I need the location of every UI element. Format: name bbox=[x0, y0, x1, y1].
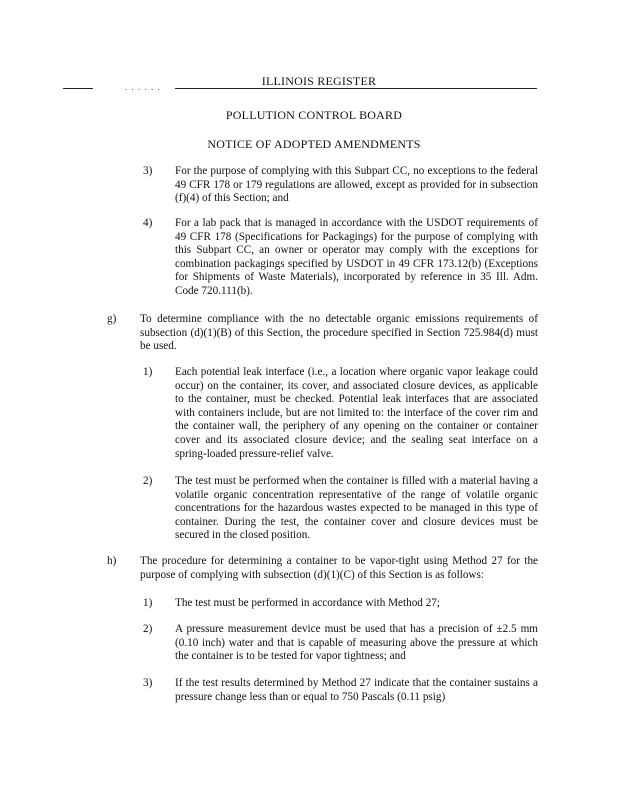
item-text: Each potential leak interface (i.e., a location where organic vapor leakage could occur) on the container, its cover, and associated closure devices, as applicable to the container, must be checked. Potential leak interfaces that are associated with containers include, but are not limited to: the interface of the cover rim and the container wall, the periphery of any opening on the container or container cover and its associated closure device; and the sealing seat interface on a spring-loaded pressure-relief valve. bbox=[175, 366, 538, 460]
item-text: For a lab pack that is managed in accordance with the USDOT requirements of 49 CFR 178 (Specifications for Packagings) for the purpose of complying with this Subpart CC, an owner or operator may comply with the exceptions for combination packagings specified by USDOT in 49 CFR 173.12(b) (Exceptions for Shipments of Waste Materials), incorporated by reference in 35 Ill. Adm. Code 720.111(b). bbox=[175, 217, 538, 297]
item-text: The test must be performed in accordance with Method 27; bbox=[175, 597, 440, 609]
section-text: To determine compliance with the no detectable organic emissions requirements of subsection (d)(1)(B) of this Section, the procedure specified in Section 725.984(d) must be used. bbox=[140, 313, 538, 353]
item-number: 3) bbox=[143, 677, 153, 689]
board-title: POLLUTION CONTROL BOARD bbox=[225, 108, 403, 122]
item-number: 1) bbox=[143, 597, 153, 609]
section-letter: g) bbox=[107, 313, 117, 325]
item-number: 2) bbox=[143, 475, 153, 487]
section-text: The procedure for determining a container to be vapor-tight using Method 27 for the purpose of complying with subsection (d)(1)(C) of this Section is as follows: bbox=[140, 555, 538, 581]
item-text: The test must be performed when the container is filled with a material having a volatile organic concentration representative of the range of volatile organic concentrations for the hazardous wastes expected to be managed in this type of container. During the test, the container cover and closure devices must be secured in the closed position. bbox=[175, 475, 538, 542]
item-text: If the test results determined by Method 27 indicate that the container sustains a pressure change less than or equal to 750 Pascals (0.11 psig) bbox=[175, 677, 538, 703]
item-number: 2) bbox=[143, 623, 153, 635]
item-text: A pressure measurement device must be used that has a precision of ±2.5 mm (0.10 inch) water and that is capable of measuring above the pressure at which the container is to be tested for vapor tightness; and bbox=[175, 623, 538, 663]
header-dots: . . . . . . bbox=[125, 82, 161, 92]
section-letter: h) bbox=[107, 555, 117, 567]
notice-title: NOTICE OF ADOPTED AMENDMENTS bbox=[207, 137, 421, 151]
item-number: 4) bbox=[143, 217, 153, 229]
register-title: ILLINOIS REGISTER bbox=[261, 74, 377, 88]
item-number: 3) bbox=[143, 165, 153, 177]
item-text: For the purpose of complying with this Subpart CC, no exceptions to the federal 49 CFR 178 or 179 regulations are allowed, except as provided for in subsection (f)(4) of this Section; and bbox=[175, 165, 538, 205]
item-number: 1) bbox=[143, 366, 153, 378]
